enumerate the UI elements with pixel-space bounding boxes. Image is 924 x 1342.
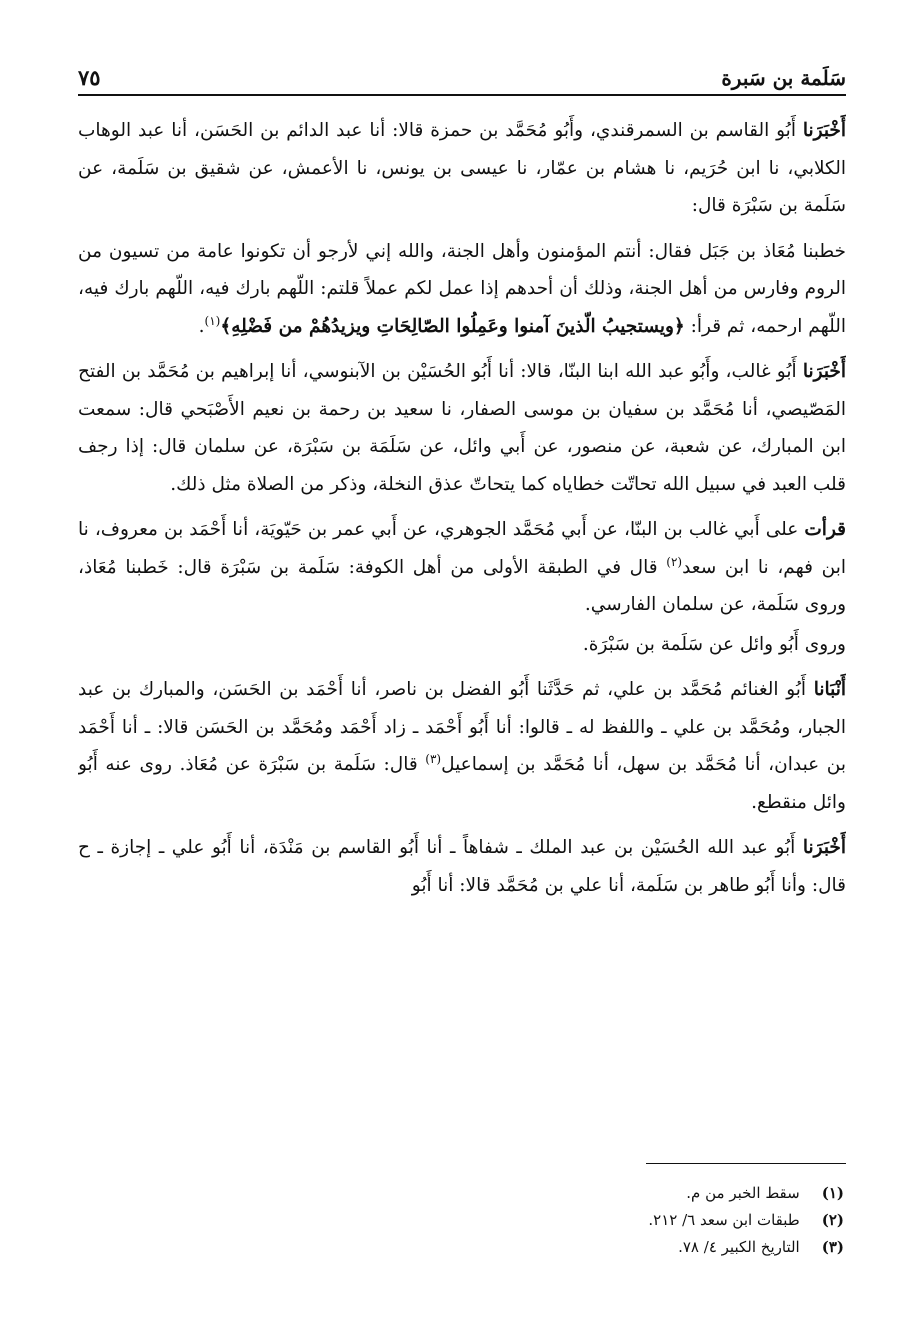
footnote-divider — [646, 1163, 846, 1164]
paragraph-text: خطبنا مُعَاذ بن جَبَل فقال: أنتم المؤمنون وأهل الجنة، والله إني لأرجو أن تكونوا عامة من تسيون من الروم وفارس من أهل الجنة، وذلك أن أحدهم إذا عمل لكم عملاً قلتم: اللّهم بارك فيه، اللّهم بارك فيه، اللّهم ارحمه، ثم قرأ: — [78, 240, 846, 337]
footnote-text: طبقات ابن سعد ٦/ ٢١٢. — [648, 1211, 800, 1229]
footnote-text: التاريخ الكبير ٤/ ٧٨. — [678, 1238, 800, 1256]
page-header — [78, 56, 846, 96]
narration-lead: أَخْبَرَنا — [802, 361, 846, 382]
paragraph-5 — [78, 626, 846, 664]
narration-lead: أَخْبَرَنا — [802, 837, 846, 858]
quran-verse: ﴿ويستجيبُ الّذينَ آمنوا وعَمِلُوا الصّالِحَاتِ ويزيدُهُمْ من فَضْلِهِ﴾ — [220, 315, 685, 337]
footnote-ref: (٣) — [425, 751, 442, 766]
footnote-number: (٢) — [821, 1211, 844, 1229]
paragraph-text-end: قال: سَلَمة بن سَبْرَة عن مُعَاذ. روى عنه أَبُو وائل منقطع. — [78, 754, 846, 813]
footnote-text: سقط الخبر من م. — [686, 1184, 800, 1202]
running-title: سَلَمة بن سَبرة — [721, 66, 846, 90]
paragraph-text: وروى أَبُو وائل عن سَلَمة بن سَبْرَة. — [582, 633, 846, 655]
paragraph-text: أَبُو الغنائم مُحَمَّد بن علي، ثم حَدَّثَنا أَبُو الفضل بن ناصر، أنا أَحْمَد بن الحَسَن، والمبارك بن عبد الجبار، ومُحَمَّد بن علي ـ واللفظ له ـ قالوا: أنا أَبُو أَحْمَد ـ زاد أَحْمَد ومُحَمَّد بن الحَسَن قالا: ـ أنا أَحْمَد بن عبدان، أنا مُحَمَّد بن سهل، أنا مُحَمَّد بن إسماعيل — [78, 679, 846, 775]
paragraph-text-end: . — [198, 315, 205, 337]
paragraph-3 — [78, 353, 846, 503]
footnotes — [78, 1180, 844, 1261]
paragraph-text: أَبُو القاسم بن السمرقندي، وأَبُو مُحَمَّد بن حمزة قالا: أنا عبد الدائم بن الحَسَن، أنا عبد الوهاب الكلابي، نا ابن حُرَيم، نا هشام بن عمّار، نا عيسى بن يونس، نا الأعمش، عن شقيق بن سَلَمة، عن سَلَمة بن سَبْرَة قال: — [78, 120, 846, 216]
footnote-item — [78, 1234, 844, 1261]
paragraph-1 — [78, 112, 846, 225]
narration-lead: أَخْبَرَنا — [802, 120, 846, 141]
paragraph-2 — [78, 233, 846, 346]
page-number: ٧٥ — [78, 65, 101, 90]
footnote-ref: (٢) — [666, 554, 683, 569]
paragraph-4 — [78, 511, 846, 624]
footnote-item — [78, 1207, 844, 1234]
paragraph-text: أَبُو عبد الله الحُسَيْن بن عبد الملك ـ شفاهاً ـ أنا أَبُو القاسم بن مَنْدَة، أنا أَبُو علي ـ إجازة ـ ح قال: وأنا أَبُو طاهر بن سَلَمة، أنا علي بن مُحَمَّد قالا: أنا أَبُو — [78, 837, 846, 896]
footnote-item — [78, 1180, 844, 1207]
narration-lead: أَنْبَانا — [813, 679, 846, 700]
paragraph-7 — [78, 829, 846, 904]
footnote-number: (٣) — [821, 1238, 844, 1256]
paragraph-text: أَبُو غالب، وأَبُو عبد الله ابنا البنّا، قالا: أنا أَبُو الحُسَيْن بن الآبنوسي، أنا إبراهيم بن مُحَمَّد بن الفتح المَصّيصي، أنا مُحَمَّد بن سفيان بن موسى الصفار، نا سعيد بن رحمة بن نعيم الأَصْبَحي قال: سمعت ابن المبارك، عن شعبة، عن منصور، عن أَبي وائل، عن سَلَمَة بن سَبْرَة، عن سلمان قال: إذا رجف قلب العبد في سبيل الله تحاتّت خطاياه كما يتحاتّ عذق النخلة، وذكر من الصلاة مثل ذلك. — [78, 361, 846, 495]
paragraph-6 — [78, 671, 846, 821]
main-text — [78, 112, 846, 1122]
paragraph-text-end: قال في الطبقة الأولى من أهل الكوفة: سَلَمة بن سَبْرَة قال: خَطبنا مُعَاذ، وروى سَلَمة، عن سلمان الفارسي. — [78, 556, 846, 615]
footnote-ref: (١) — [204, 313, 221, 328]
footnote-number: (١) — [821, 1184, 844, 1202]
narration-lead: قرأت — [804, 519, 846, 540]
paragraph-text: على أَبي غالب بن البنّا، عن أَبي مُحَمَّد الجوهري، عن أَبي عمر بن حَيّويَة، أنا أَحْمَد بن معروف، نا ابن فهم، نا ابن سعد — [78, 519, 846, 578]
